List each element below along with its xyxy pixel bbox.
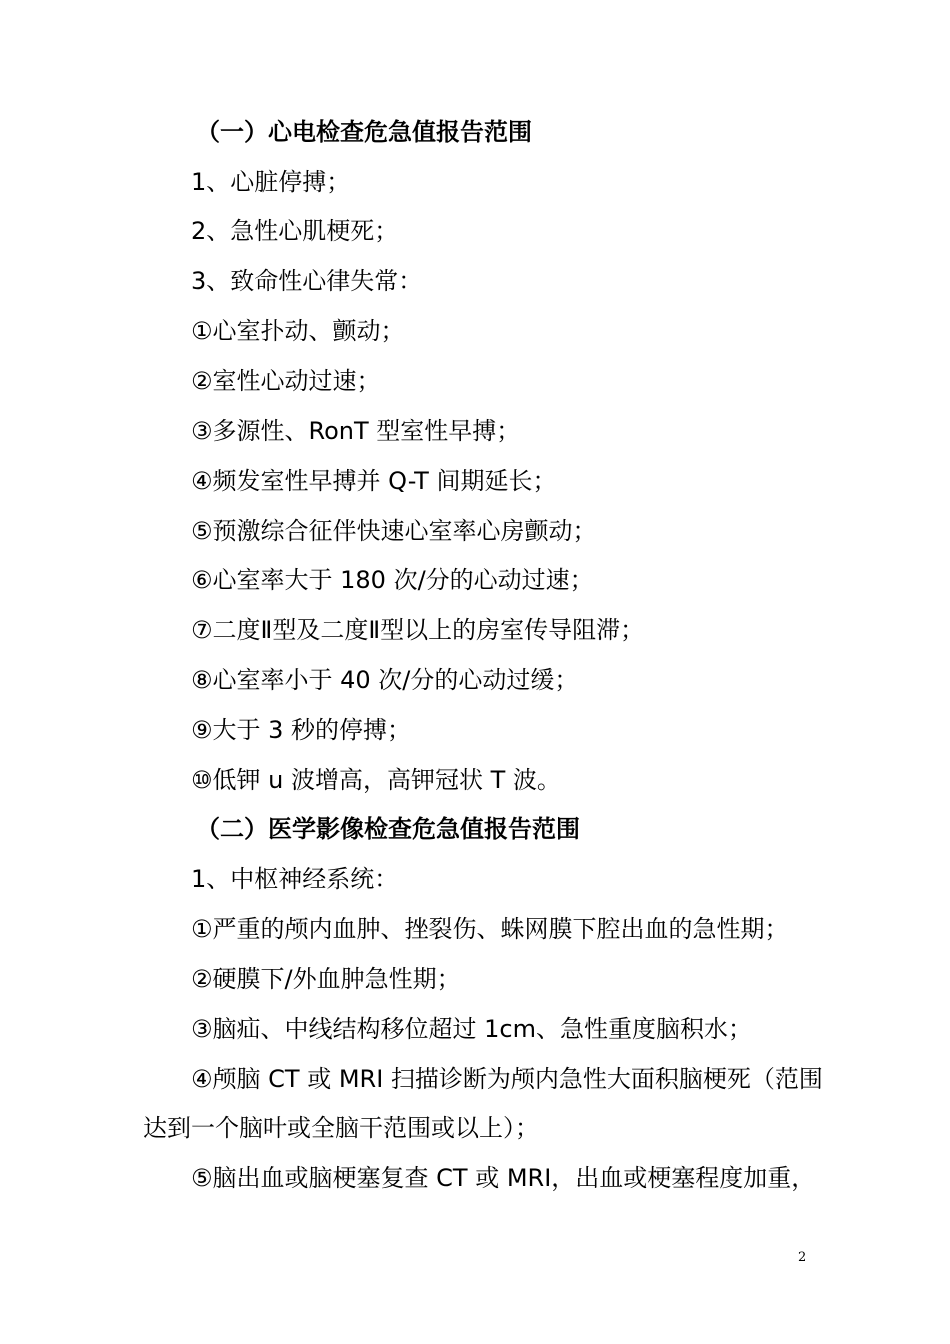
paragraph-line: ②硬膜下/外血肿急性期； <box>191 965 461 993</box>
paragraph-line: ⑧心室率小于 40 次/分的心动过缓； <box>191 666 579 694</box>
paragraph-line: 1、心脏停搏； <box>191 168 351 196</box>
paragraph-line: ③多源性、RonT 型室性早搏； <box>191 417 521 445</box>
paragraph-line: ④频发室性早搏并 Q-T 间期延长； <box>191 467 557 495</box>
paragraph-line: ⑩低钾 u 波增高，高钾冠状 T 波。 <box>191 766 561 794</box>
paragraph-line: ⑦二度Ⅱ型及二度Ⅱ型以上的房室传导阻滞； <box>191 616 645 644</box>
page-number: 2 <box>798 1250 807 1265</box>
paragraph-line: ⑤脑出血或脑梗塞复查 CT 或 MRI，出血或梗塞程度加重， <box>191 1164 816 1192</box>
paragraph-line: ⑨大于 3 秒的停搏； <box>191 716 412 744</box>
paragraph-line: ③脑疝、中线结构移位超过 1cm、急性重度脑积水； <box>191 1015 752 1043</box>
paragraph-line: ④颅脑 CT 或 MRI 扫描诊断为颅内急性大面积脑梗死（范围 <box>191 1065 823 1093</box>
paragraph-line: 2、急性心肌梗死； <box>191 217 399 245</box>
section-heading-imaging: （二）医学影像检查危急值报告范围 <box>196 815 580 843</box>
section-heading-ecg: （一）心电检查危急值报告范围 <box>196 118 532 146</box>
paragraph-line: 1、中枢神经系统： <box>191 865 399 893</box>
paragraph-line: ①心室扑动、颤动； <box>191 317 405 345</box>
paragraph-line: 3、致命性心律失常： <box>191 267 423 295</box>
paragraph-line: ②室性心动过速； <box>191 367 381 395</box>
paragraph-line: ⑤预激综合征伴快速心室率心房颤动； <box>191 517 597 545</box>
paragraph-line: ⑥心室率大于 180 次/分的心动过速； <box>191 566 594 594</box>
paragraph-line-continuation: 达到一个脑叶或全脑干范围或以上）； <box>143 1114 539 1142</box>
paragraph-line: ①严重的颅内血肿、挫裂伤、蛛网膜下腔出血的急性期； <box>191 915 789 943</box>
